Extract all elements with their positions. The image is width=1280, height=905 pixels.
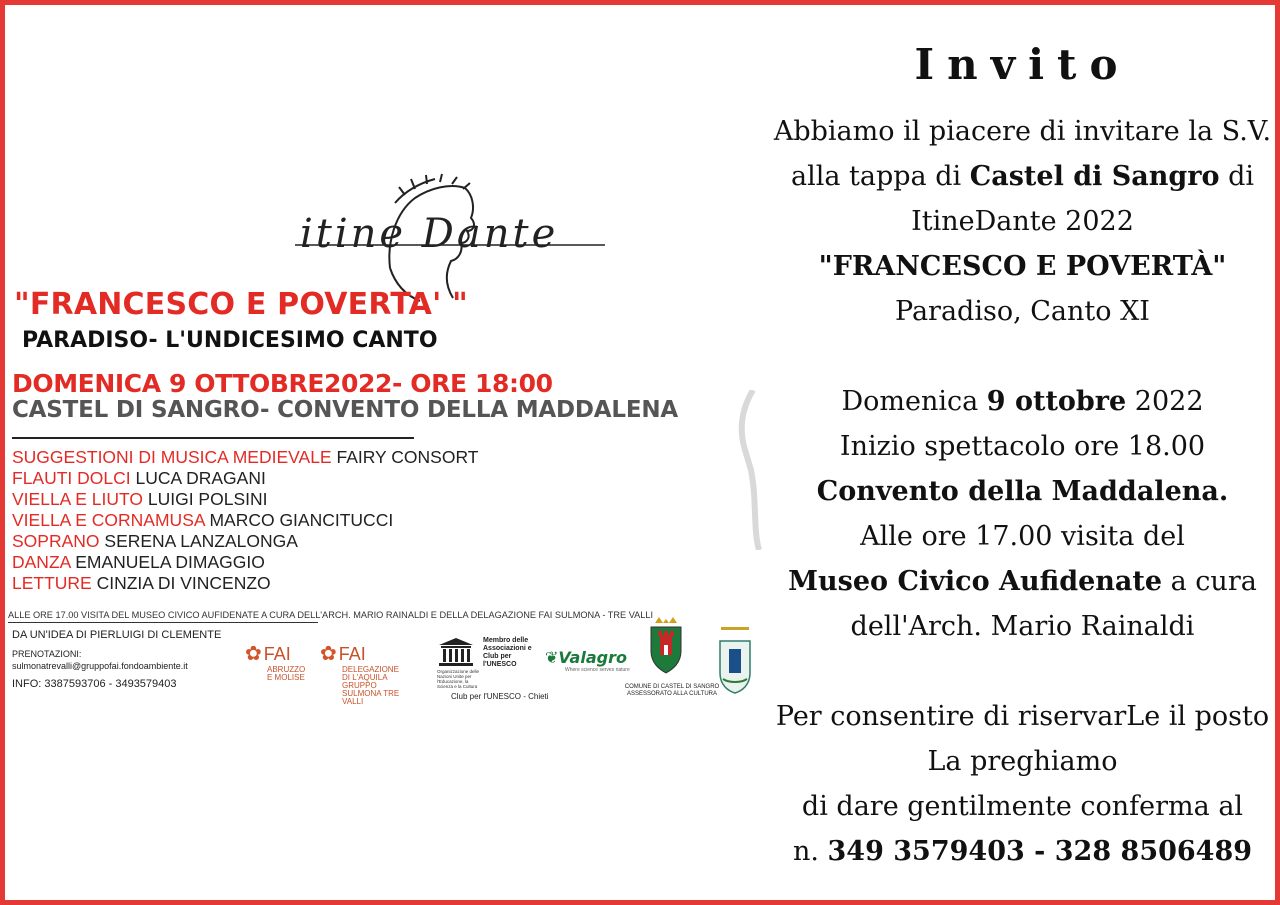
credit-name: EMANUELA DIMAGGIO xyxy=(70,552,265,572)
fai-sub: ABRUZZO E MOLISE xyxy=(267,665,306,682)
credit-role: SUGGESTIONI DI MUSICA MEDIEVALE xyxy=(12,447,332,467)
text-span: n. xyxy=(792,836,828,867)
event-datetime: DOMENICA 9 OTTOBRE2022- ORE 18:00 xyxy=(12,369,553,398)
credit-row xyxy=(12,531,478,552)
museum-visit-note: ALLE ORE 17.00 VISITA DEL MUSEO CIVICO AUFIDENATE A CURA DELL'ARCH. MARIO RAINALDI E DELLA DELAGAZIONE FAI SULMONA - TRE VALLI xyxy=(8,610,654,620)
credit-role: DANZA xyxy=(12,552,71,572)
invite-line: dell'Arch. Mario Rainaldi xyxy=(850,611,1195,642)
invite-line: ItineDante 2022 xyxy=(911,206,1134,237)
credit-row xyxy=(12,489,478,510)
credit-name: SERENA LANZALONGA xyxy=(99,531,298,551)
invite-line: La preghiamo xyxy=(927,746,1118,777)
credit-role: LETTURE xyxy=(12,573,92,593)
credit-name: MARCO GIANCITUCCI xyxy=(204,510,394,530)
fai-abruzzo-logo xyxy=(245,641,307,682)
credit-name: CINZIA DI VINCENZO xyxy=(91,573,271,593)
credit-role: VIELLA E CORNAMUSA xyxy=(12,510,205,530)
fai-delegazione-logo xyxy=(320,641,406,706)
invitation-text xyxy=(765,0,1280,905)
museum-name: Museo Civico Aufidenate xyxy=(788,566,1163,597)
invitation-heading: Invito xyxy=(914,40,1131,89)
text-span: Domenica xyxy=(841,386,987,417)
comune-label: COMUNE DI CASTEL DI SANGRO ASSESSORATO ALLA CULTURA xyxy=(624,684,720,697)
text-span: a cura xyxy=(1162,566,1257,597)
invite-line: di dare gentilmente conferma al xyxy=(801,791,1244,822)
info-phones: INFO: 3387593706 - 3493579403 xyxy=(12,678,177,690)
fai-flower-icon: ✿ xyxy=(320,643,337,665)
phone-numbers: 349 3579403 - 328 8506489 xyxy=(827,836,1253,867)
credit-role: VIELLA E LIUTO xyxy=(12,489,143,509)
itinedante-logo xyxy=(295,173,615,303)
credit-row xyxy=(12,468,478,489)
invite-line: Inizio spettacolo ore 18.00 xyxy=(839,431,1206,462)
invite-line: Paradiso, Canto XI xyxy=(895,296,1150,327)
text-span: alla tappa di xyxy=(790,161,970,192)
performers-list xyxy=(12,447,478,594)
divider xyxy=(12,437,414,439)
event-venue: CASTEL DI SANGRO- CONVENTO DELLA MADDALENA xyxy=(12,397,679,423)
fai-label: FAI xyxy=(263,644,291,664)
reservations-label: PRENOTAZIONI: xyxy=(12,649,82,659)
fai-sub: DELEGAZIONE DI L'AQUILA GRUPPO SULMONA TRE VALLI xyxy=(342,665,400,706)
invite-line: Per consentire di riservarLe il posto xyxy=(775,701,1270,732)
invite-phones xyxy=(765,836,1280,867)
invite-venue: Convento della Maddalena. xyxy=(816,476,1229,507)
reservations-email: sulmonatrevalli@gruppofai.fondoambiente.it xyxy=(12,661,188,671)
event-subtitle: PARADISO- L'UNDICESIMO CANTO xyxy=(22,328,438,353)
text-span: 2022 xyxy=(1126,386,1204,417)
fai-label: FAI xyxy=(338,644,366,664)
credit-row xyxy=(12,573,478,594)
unesco-member-text: Membro delle Associazioni e Club per l'UNESCO xyxy=(483,637,532,668)
valagro-logo xyxy=(545,648,627,667)
unesco-club-text: Club per l'UNESCO - Chieti xyxy=(451,692,549,701)
credit-role: FLAUTI DOLCI xyxy=(12,468,131,488)
text-span: di xyxy=(1219,161,1255,192)
invite-title: "FRANCESCO E POVERTÀ" xyxy=(818,251,1227,282)
fai-flower-icon: ✿ xyxy=(245,643,262,665)
idea-credit: DA UN'IDEA DI PIERLUIGI DI CLEMENTE xyxy=(12,629,222,641)
decorative-shape xyxy=(733,390,765,550)
credit-name: LUIGI POLSINI xyxy=(143,489,268,509)
logo-wordmark: itine Dante xyxy=(300,211,559,257)
event-poster xyxy=(5,5,765,900)
date-bold: 9 ottobre xyxy=(986,386,1127,417)
castel-di-sangro-crest-icon xyxy=(645,617,687,675)
valagro-tagline: Where science serves nature xyxy=(565,667,630,673)
credit-row xyxy=(12,552,478,573)
invite-line xyxy=(765,161,1280,192)
unesco-logo xyxy=(437,637,549,701)
leaf-icon: ❦ xyxy=(545,648,559,667)
credit-name: FAIRY CONSORT xyxy=(331,447,479,467)
valagro-label: Valagro xyxy=(558,648,627,667)
unesco-temple-icon xyxy=(437,637,475,667)
credit-role: SOPRANO xyxy=(12,531,100,551)
unesco-org-text: Organizzazione delle Nazioni Unite per l'Educazione, la Scienza e la Cultura xyxy=(437,669,480,689)
invite-line xyxy=(765,566,1280,597)
invite-line: Alle ore 17.00 visita del xyxy=(860,521,1185,552)
credit-row xyxy=(12,447,478,468)
invite-date xyxy=(765,386,1280,417)
divider xyxy=(8,622,318,623)
invite-line: Abbiamo il piacere di invitare la S.V. xyxy=(773,116,1272,147)
museum-crest-icon xyxy=(715,623,755,695)
credit-name: LUCA DRAGANI xyxy=(130,468,266,488)
place-name: Castel di Sangro xyxy=(969,161,1220,192)
event-title: "FRANCESCO E POVERTA' " xyxy=(14,287,468,322)
reservations xyxy=(12,648,188,672)
credit-row xyxy=(12,510,478,531)
